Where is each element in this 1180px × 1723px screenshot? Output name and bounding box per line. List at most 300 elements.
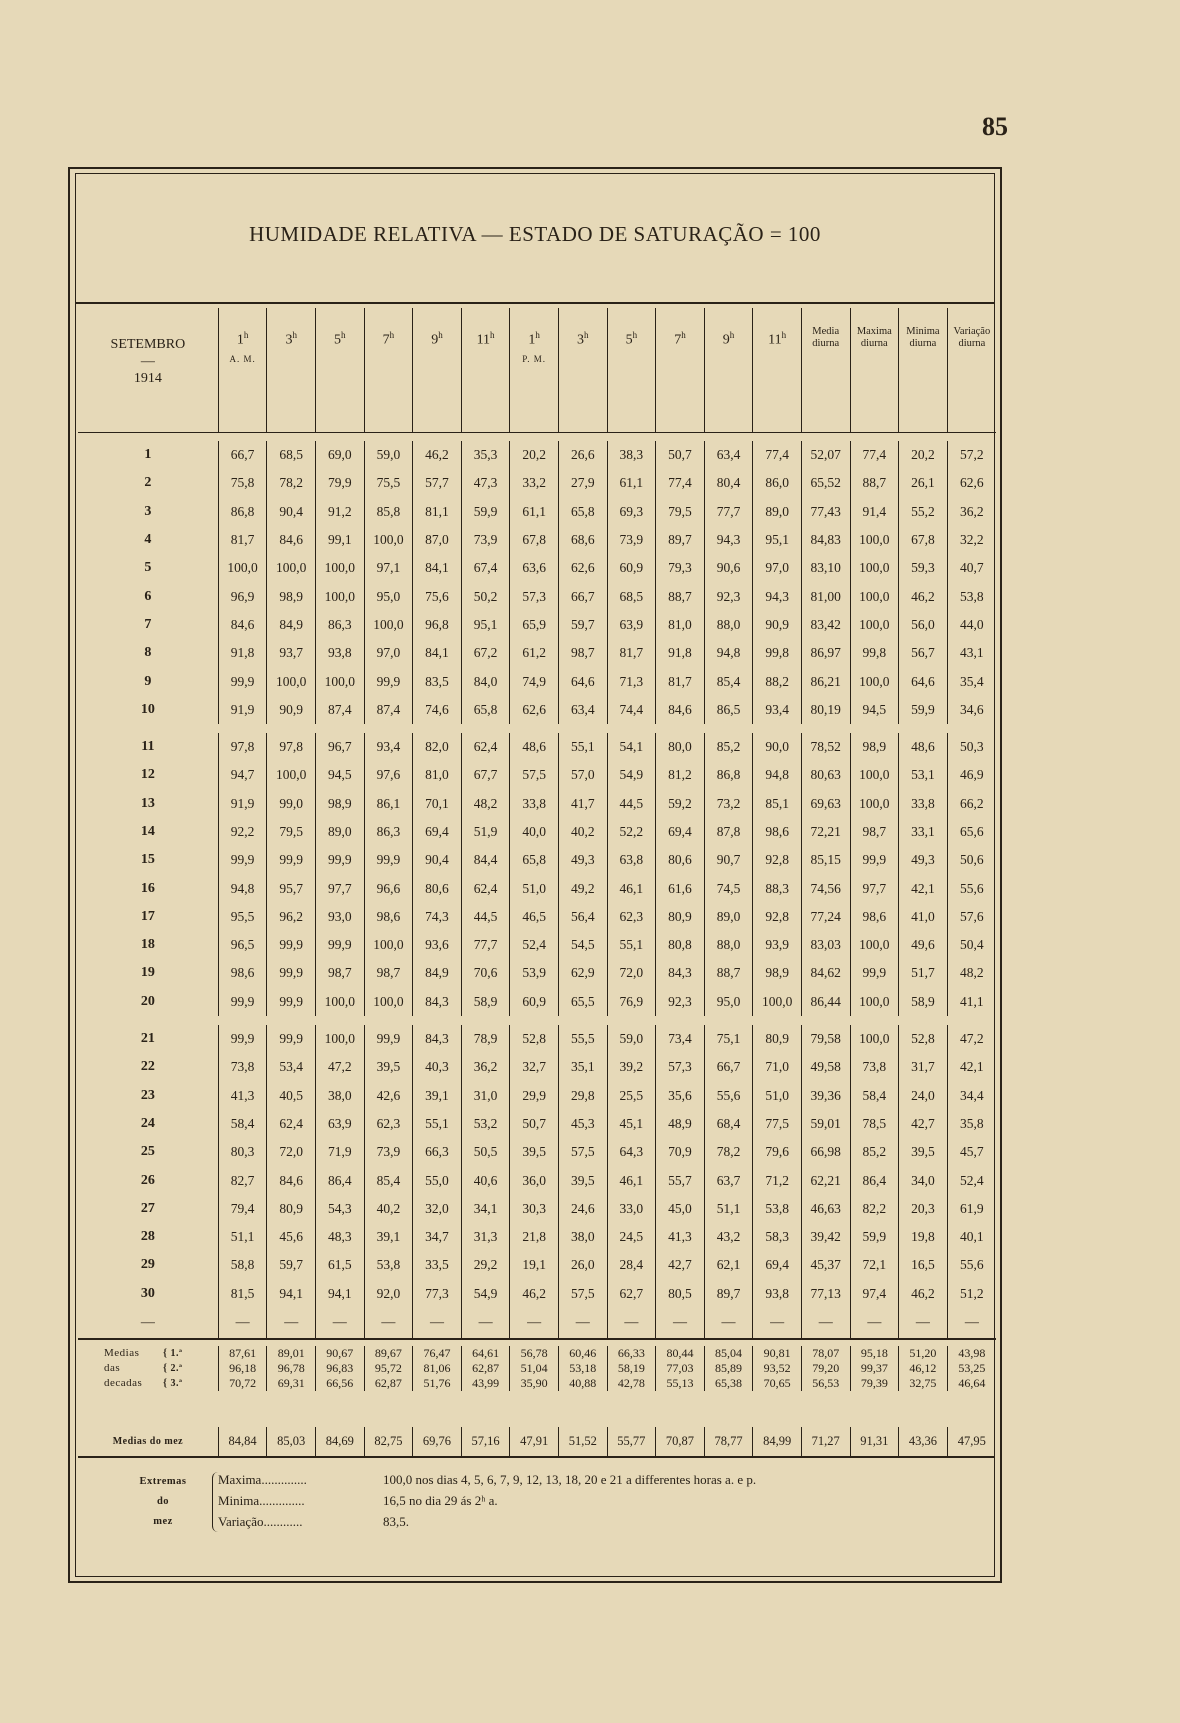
value-cell: 100,0	[850, 667, 899, 695]
value-cell: 63,8	[607, 846, 656, 874]
value-cell: 93,4	[364, 733, 413, 761]
value-cell: 50,6	[947, 846, 996, 874]
month-mean-value: 47,91	[510, 1427, 559, 1457]
value-cell: 77,7	[461, 931, 510, 959]
hour-suffix: h	[389, 330, 395, 340]
value-cell: 75,5	[364, 469, 413, 497]
month-mean-value: 78,77	[704, 1427, 753, 1457]
value-cell: 62,21	[801, 1166, 850, 1194]
decade-value: 70,65	[753, 1376, 802, 1391]
gap	[78, 1391, 996, 1427]
table-row	[78, 1166, 996, 1194]
value-cell: 80,6	[656, 846, 705, 874]
value-cell: 38,0	[315, 1082, 364, 1110]
value-cell: 55,6	[704, 1082, 753, 1110]
hour-header: 7$^h$	[656, 308, 705, 433]
value-cell: 66,3	[413, 1138, 462, 1166]
value-cell: 56,4	[558, 903, 607, 931]
value-cell: 63,7	[704, 1166, 753, 1194]
value-cell: 24,6	[558, 1195, 607, 1223]
value-cell: 80,6	[413, 874, 462, 902]
table-row	[78, 874, 996, 902]
value-cell: 68,4	[704, 1110, 753, 1138]
value-cell: 88,2	[753, 667, 802, 695]
value-cell: 54,9	[607, 761, 656, 789]
value-cell: 53,1	[899, 761, 948, 789]
decade-value: 51,20	[899, 1346, 948, 1361]
hour-header: 7$^h$	[364, 308, 413, 433]
dash-cell: —	[850, 1308, 899, 1339]
table-body	[78, 433, 996, 1467]
hour-header: 1$^h$ P. M.	[510, 308, 559, 433]
value-cell: 58,4	[218, 1110, 267, 1138]
value-cell: 57,5	[558, 1280, 607, 1308]
value-cell: 71,9	[315, 1138, 364, 1166]
table-row	[78, 441, 996, 469]
value-cell: 48,3	[315, 1223, 364, 1251]
value-cell: 62,7	[607, 1280, 656, 1308]
value-cell: 90,7	[704, 846, 753, 874]
value-cell: 99,9	[364, 846, 413, 874]
decade-value: 96,78	[267, 1361, 316, 1376]
day-cell: 8	[144, 645, 152, 661]
dash-cell: —	[218, 1308, 267, 1339]
value-cell: 100,0	[753, 988, 802, 1016]
value-cell: 26,6	[558, 441, 607, 469]
value-cell: 40,5	[267, 1082, 316, 1110]
value-cell: 85,8	[364, 498, 413, 526]
extremes-rows	[218, 1469, 756, 1532]
decade-gap	[78, 1016, 996, 1025]
value-cell: 98,7	[315, 959, 364, 987]
decade-value: 46,12	[899, 1361, 948, 1376]
value-cell: 74,56	[801, 874, 850, 902]
value-cell: 85,4	[364, 1166, 413, 1194]
value-cell: 51,0	[753, 1082, 802, 1110]
value-cell: 99,9	[364, 667, 413, 695]
decade-value: 43,99	[461, 1376, 510, 1391]
value-cell: 52,4	[510, 931, 559, 959]
decade-value: 77,03	[656, 1361, 705, 1376]
value-cell: 98,9	[753, 959, 802, 987]
value-cell: 46,9	[947, 761, 996, 789]
value-cell: 86,4	[315, 1166, 364, 1194]
value-cell: 79,3	[656, 554, 705, 582]
value-cell: 41,7	[558, 790, 607, 818]
decade-value: 66,56	[315, 1376, 364, 1391]
value-cell: 100,0	[850, 761, 899, 789]
value-cell: 61,6	[656, 874, 705, 902]
value-cell: 20,3	[899, 1195, 948, 1223]
value-cell: 61,1	[510, 498, 559, 526]
table-row	[78, 1223, 996, 1251]
value-cell: 42,6	[364, 1082, 413, 1110]
dash-cell: —	[140, 1314, 155, 1330]
value-cell: 44,5	[607, 790, 656, 818]
dash-cell: —	[267, 1308, 316, 1339]
value-cell: 45,1	[607, 1110, 656, 1138]
value-cell: 99,8	[753, 639, 802, 667]
hour-suffix: h	[681, 330, 686, 340]
gap-cell	[78, 724, 996, 733]
value-cell: 100,0	[850, 582, 899, 610]
value-cell: 80,5	[656, 1280, 705, 1308]
value-cell: 41,3	[656, 1223, 705, 1251]
value-cell: 53,8	[947, 582, 996, 610]
value-cell: 97,0	[753, 554, 802, 582]
value-cell: 39,5	[558, 1166, 607, 1194]
value-cell: 47,2	[315, 1053, 364, 1081]
value-cell: 67,8	[510, 526, 559, 554]
decade-value: 87,61	[218, 1346, 267, 1361]
value-cell: 80,9	[656, 903, 705, 931]
value-cell: 50,7	[510, 1110, 559, 1138]
table-row	[78, 790, 996, 818]
value-cell: 29,8	[558, 1082, 607, 1110]
value-cell: 100,0	[364, 988, 413, 1016]
value-cell: 84,6	[218, 611, 267, 639]
value-cell: 36,0	[510, 1166, 559, 1194]
gap-cell	[78, 1016, 996, 1025]
value-cell: 78,5	[850, 1110, 899, 1138]
value-cell: 34,7	[413, 1223, 462, 1251]
value-cell: 79,5	[267, 818, 316, 846]
value-cell: 64,6	[899, 667, 948, 695]
value-cell: 20,2	[510, 441, 559, 469]
decade-label: das { 2.ª	[104, 1362, 183, 1375]
value-cell: 90,0	[753, 733, 802, 761]
value-cell: 58,9	[461, 988, 510, 1016]
value-cell: 75,1	[704, 1025, 753, 1053]
extreme-key: Variação............	[218, 1514, 303, 1529]
page-number: 85	[982, 112, 1008, 141]
value-cell: 83,03	[801, 931, 850, 959]
hour-suffix: h	[243, 330, 249, 340]
month-mean-value: 55,77	[607, 1427, 656, 1457]
value-cell: 39,5	[899, 1138, 948, 1166]
table-frame-inner	[75, 173, 995, 1577]
dash-cell: —	[413, 1308, 462, 1339]
value-cell: 96,6	[364, 874, 413, 902]
value-cell: 78,9	[461, 1025, 510, 1053]
value-cell: 71,3	[607, 667, 656, 695]
value-cell: 34,4	[947, 1082, 996, 1110]
value-cell: 81,1	[413, 498, 462, 526]
extreme-value: 100,0 nos dias 4, 5, 6, 7, 9, 12, 13, 18, 20 e 21 a differentes horas a. e p.	[383, 1472, 757, 1487]
value-cell: 66,7	[218, 441, 267, 469]
value-cell: 55,2	[899, 498, 948, 526]
value-cell: 59,01	[801, 1110, 850, 1138]
value-cell: 53,8	[364, 1251, 413, 1279]
decade-value: 79,20	[801, 1361, 850, 1376]
value-cell: 21,8	[510, 1223, 559, 1251]
value-cell: 77,24	[801, 903, 850, 931]
value-cell: 98,6	[218, 959, 267, 987]
table-row	[78, 639, 996, 667]
value-cell: 55,5	[558, 1025, 607, 1053]
value-cell: 87,0	[413, 526, 462, 554]
value-cell: 43,2	[704, 1223, 753, 1251]
value-cell: 84,3	[656, 959, 705, 987]
value-cell: 49,3	[899, 846, 948, 874]
decade-value: 56,53	[801, 1376, 850, 1391]
value-cell: 100,0	[364, 611, 413, 639]
value-cell: 94,5	[315, 761, 364, 789]
value-cell: 50,3	[947, 733, 996, 761]
value-cell: 19,1	[510, 1251, 559, 1279]
dash-cell: —	[753, 1308, 802, 1339]
value-cell: 40,2	[364, 1195, 413, 1223]
value-cell: 73,9	[461, 526, 510, 554]
value-cell: 67,2	[461, 639, 510, 667]
value-cell: 69,4	[753, 1251, 802, 1279]
value-cell: 36,2	[461, 1053, 510, 1081]
extreme-key: Maxima..............	[218, 1472, 307, 1487]
value-cell: 96,8	[413, 611, 462, 639]
day-cell: 24	[140, 1115, 155, 1131]
value-cell: 78,2	[704, 1138, 753, 1166]
extremes-label-3: mez	[153, 1516, 173, 1527]
value-cell: 69,63	[801, 790, 850, 818]
stat-header: Variação diurna	[947, 308, 996, 433]
value-cell: 79,9	[315, 469, 364, 497]
value-cell: 100,0	[315, 1025, 364, 1053]
value-cell: 100,0	[218, 554, 267, 582]
value-cell: 99,9	[315, 931, 364, 959]
dash-cell: —	[801, 1308, 850, 1339]
value-cell: 99,9	[218, 1025, 267, 1053]
value-cell: 78,52	[801, 733, 850, 761]
decade-value: 65,38	[704, 1376, 753, 1391]
day-cell: 15	[140, 852, 155, 868]
value-cell: 44,0	[947, 611, 996, 639]
value-cell: 69,0	[315, 441, 364, 469]
dash-cell: —	[656, 1308, 705, 1339]
value-cell: 91,9	[218, 790, 267, 818]
decade-value: 58,19	[607, 1361, 656, 1376]
value-cell: 46,5	[510, 903, 559, 931]
day-cell: 20	[140, 993, 155, 1009]
table-row	[78, 846, 996, 874]
table-row	[78, 696, 996, 724]
value-cell: 98,9	[850, 733, 899, 761]
month-mean-value: 43,36	[899, 1427, 948, 1457]
value-cell: 87,4	[364, 696, 413, 724]
value-cell: 99,8	[850, 639, 899, 667]
decade-value: 85,04	[704, 1346, 753, 1361]
month-mean-row	[78, 1427, 996, 1457]
value-cell: 80,9	[267, 1195, 316, 1223]
value-cell: 77,13	[801, 1280, 850, 1308]
value-cell: 72,1	[850, 1251, 899, 1279]
hour-suffix: h	[535, 330, 540, 340]
value-cell: 39,1	[364, 1223, 413, 1251]
extremes-label-2: do	[156, 1496, 170, 1507]
value-cell: 45,6	[267, 1223, 316, 1251]
value-cell: 79,58	[801, 1025, 850, 1053]
value-cell: 86,5	[704, 696, 753, 724]
value-cell: 99,9	[218, 846, 267, 874]
value-cell: 70,1	[413, 790, 462, 818]
month-mean-value: 71,27	[801, 1427, 850, 1457]
value-cell: 100,0	[315, 667, 364, 695]
value-cell: 80,8	[656, 931, 705, 959]
value-cell: 93,9	[753, 931, 802, 959]
value-cell: 100,0	[315, 582, 364, 610]
value-cell: 86,4	[850, 1166, 899, 1194]
value-cell: 38,0	[558, 1223, 607, 1251]
value-cell: 99,9	[850, 959, 899, 987]
value-cell: 91,9	[218, 696, 267, 724]
period-label: P. M.	[522, 353, 547, 364]
value-cell: 66,98	[801, 1138, 850, 1166]
value-cell: 34,1	[461, 1195, 510, 1223]
value-cell: 95,1	[461, 611, 510, 639]
value-cell: 73,9	[607, 526, 656, 554]
humidity-table	[78, 308, 996, 1467]
value-cell: 26,1	[899, 469, 948, 497]
value-cell: 98,9	[315, 790, 364, 818]
value-cell: 79,4	[218, 1195, 267, 1223]
value-cell: 86,8	[704, 761, 753, 789]
value-cell: 44,5	[461, 903, 510, 931]
extreme-value: 83,5.	[383, 1514, 409, 1529]
value-cell: 16,5	[899, 1251, 948, 1279]
value-cell: 34,0	[899, 1166, 948, 1194]
value-cell: 47,3	[461, 469, 510, 497]
decade-value: 51,76	[413, 1376, 462, 1391]
value-cell: 65,52	[801, 469, 850, 497]
sep-cell	[78, 1339, 996, 1346]
value-cell: 52,4	[947, 1166, 996, 1194]
value-cell: 86,44	[801, 988, 850, 1016]
value-cell: 94,3	[753, 582, 802, 610]
value-cell: 57,0	[558, 761, 607, 789]
value-cell: 79,5	[656, 498, 705, 526]
value-cell: 81,5	[218, 1280, 267, 1308]
value-cell: 38,3	[607, 441, 656, 469]
value-cell: 59,9	[899, 696, 948, 724]
value-cell: 33,5	[413, 1251, 462, 1279]
value-cell: 31,0	[461, 1082, 510, 1110]
value-cell: 90,9	[753, 611, 802, 639]
day-cell: 9	[144, 673, 152, 689]
value-cell: 75,6	[413, 582, 462, 610]
value-cell: 46,2	[413, 441, 462, 469]
value-cell: 95,0	[704, 988, 753, 1016]
value-cell: 53,8	[753, 1195, 802, 1223]
decade-value: 42,78	[607, 1376, 656, 1391]
day-cell: 5	[144, 560, 152, 576]
value-cell: 96,2	[267, 903, 316, 931]
decade-value: 69,31	[267, 1376, 316, 1391]
value-cell: 99,9	[218, 667, 267, 695]
table-row	[78, 818, 996, 846]
value-cell: 49,58	[801, 1053, 850, 1081]
value-cell: 57,3	[510, 582, 559, 610]
value-cell: 85,2	[850, 1138, 899, 1166]
value-cell: 83,10	[801, 554, 850, 582]
extreme-variation	[218, 1511, 756, 1532]
value-cell: 90,6	[704, 554, 753, 582]
decade-value: 78,07	[801, 1346, 850, 1361]
value-cell: 98,6	[753, 818, 802, 846]
value-cell: 20,2	[899, 441, 948, 469]
value-cell: 52,8	[899, 1025, 948, 1053]
value-cell: 65,8	[510, 846, 559, 874]
value-cell: 70,9	[656, 1138, 705, 1166]
value-cell: 64,3	[607, 1138, 656, 1166]
value-cell: 46,2	[899, 582, 948, 610]
value-cell: 27,9	[558, 469, 607, 497]
separator	[78, 1339, 996, 1346]
stat-header: Minima diurna	[899, 308, 948, 433]
value-cell: 98,9	[267, 582, 316, 610]
decade-value: 53,25	[947, 1361, 996, 1376]
value-cell: 51,1	[218, 1223, 267, 1251]
table-row	[78, 498, 996, 526]
value-cell: 52,8	[510, 1025, 559, 1053]
value-cell: 96,7	[315, 733, 364, 761]
value-cell: 88,0	[704, 931, 753, 959]
dash-row	[78, 1308, 996, 1339]
table-row	[78, 931, 996, 959]
value-cell: 46,1	[607, 874, 656, 902]
value-cell: 84,0	[461, 667, 510, 695]
value-cell: 100,0	[850, 790, 899, 818]
value-cell: 57,2	[947, 441, 996, 469]
value-cell: 99,9	[267, 931, 316, 959]
value-cell: 77,3	[413, 1280, 462, 1308]
value-cell: 99,9	[267, 988, 316, 1016]
value-cell: 40,2	[558, 818, 607, 846]
hour-suffix: h	[292, 330, 297, 340]
value-cell: 65,5	[558, 988, 607, 1016]
value-cell: 100,0	[267, 667, 316, 695]
value-cell: 95,1	[753, 526, 802, 554]
value-cell: 50,4	[947, 931, 996, 959]
value-cell: 55,1	[558, 733, 607, 761]
value-cell: 81,0	[656, 611, 705, 639]
value-cell: 77,4	[850, 441, 899, 469]
value-cell: 97,7	[850, 874, 899, 902]
value-cell: 89,0	[315, 818, 364, 846]
table-row	[78, 1280, 996, 1308]
decade-value: 32,75	[899, 1376, 948, 1391]
value-cell: 73,4	[656, 1025, 705, 1053]
month-mean-value: 91,31	[850, 1427, 899, 1457]
value-cell: 60,9	[510, 988, 559, 1016]
value-cell: 46,63	[801, 1195, 850, 1223]
value-cell: 91,8	[656, 639, 705, 667]
dash-cell: —	[607, 1308, 656, 1339]
decade-value: 90,81	[753, 1346, 802, 1361]
day-cell: 1	[144, 447, 152, 463]
value-cell: 73,8	[850, 1053, 899, 1081]
value-cell: 89,7	[704, 1280, 753, 1308]
value-cell: 86,3	[364, 818, 413, 846]
value-cell: 40,1	[947, 1223, 996, 1251]
table-row	[78, 611, 996, 639]
decade-value: 89,67	[364, 1346, 413, 1361]
value-cell: 68,6	[558, 526, 607, 554]
value-cell: 55,1	[607, 931, 656, 959]
value-cell: 62,3	[607, 903, 656, 931]
value-cell: 91,4	[850, 498, 899, 526]
value-cell: 54,5	[558, 931, 607, 959]
value-cell: 85,2	[704, 733, 753, 761]
value-cell: 19,8	[899, 1223, 948, 1251]
